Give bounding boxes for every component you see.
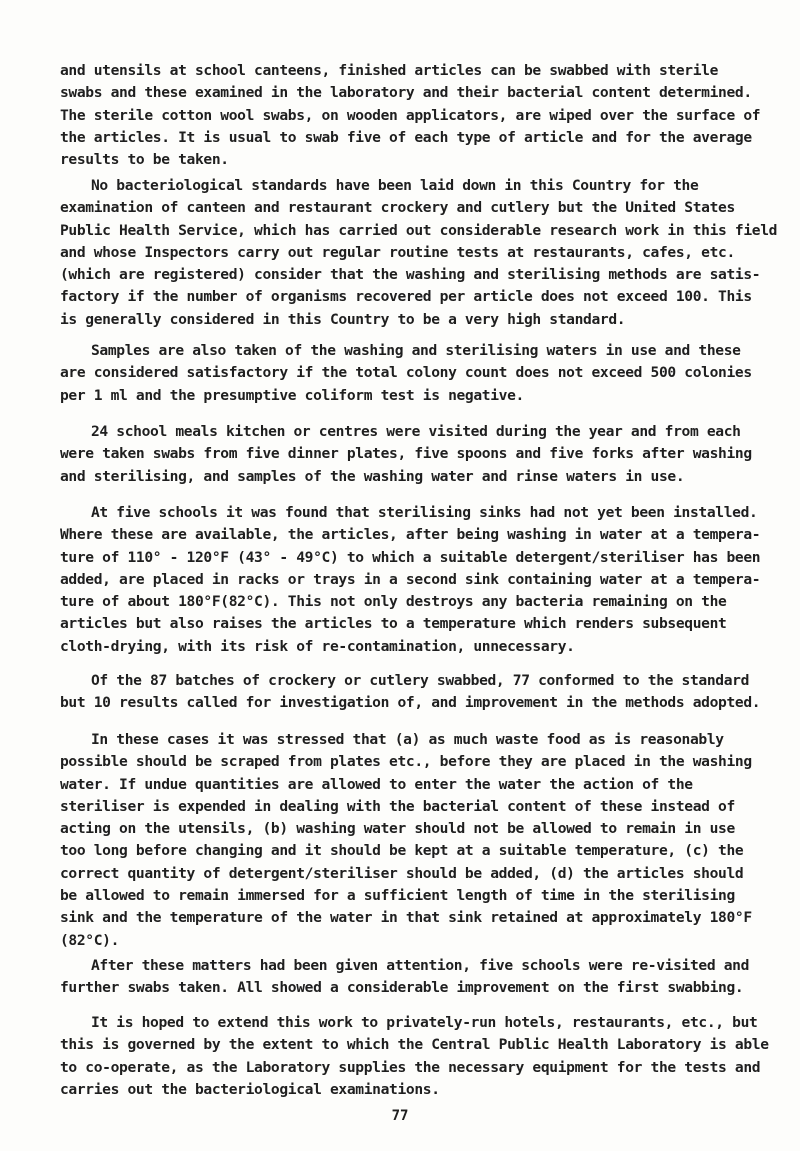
text-line: is generally considered in this Country to be a very high standard. bbox=[60, 310, 626, 328]
text-line: further swabs taken. All showed a considerable improvement on the first swabbing. bbox=[60, 979, 744, 997]
paragraph-6 bbox=[60, 670, 761, 715]
text-line: The sterile cotton wool swabs, on wooden applicators, are wiped over the surface of bbox=[60, 106, 761, 124]
text-line: possible should be scraped from plates etc., before they are placed in the washing bbox=[60, 753, 752, 771]
text-line: cloth-drying, with its risk of re-contamination, unnecessary. bbox=[60, 637, 575, 655]
text-line: ture of about 180°F(82°C). This not only destroys any bacteria remaining on the bbox=[60, 593, 727, 611]
text-line: added, are placed in racks or trays in a second sink containing water at a tempera- bbox=[60, 570, 761, 588]
text-line: but 10 results called for investigation of, and improvement in the methods adopted. bbox=[60, 694, 761, 712]
text-line: ture of 110° - 120°F (43° - 49°C) to which a suitable detergent/steriliser has been bbox=[60, 548, 761, 566]
text-line: factory if the number of organisms recovered per article does not exceed 100. This bbox=[60, 288, 752, 306]
text-line: steriliser is expended in dealing with the bacterial content of these instead of bbox=[60, 797, 735, 815]
text-line: Where these are available, the articles, after being washing in water at a tempera- bbox=[60, 526, 761, 544]
text-line: Of the 87 batches of crockery or cutlery swabbed, 77 conformed to the standard bbox=[91, 672, 750, 689]
paragraph-8 bbox=[60, 955, 750, 1000]
text-line: carries out the bacteriological examinations. bbox=[60, 1080, 440, 1098]
text-line: and whose Inspectors carry out regular routine tests at restaurants, cafes, etc. bbox=[60, 243, 735, 261]
text-line: results to be taken. bbox=[60, 151, 229, 169]
page-number: 77 bbox=[391, 1108, 409, 1124]
paragraph-1 bbox=[60, 60, 761, 171]
text-line: are considered satisfactory if the total colony count does not exceed 500 colonies bbox=[60, 364, 752, 382]
text-line: too long before changing and it should be kept at a suitable temperature, (c) the bbox=[60, 842, 744, 860]
text-line: correct quantity of detergent/steriliser should be added, (d) the articles should bbox=[60, 864, 744, 882]
text-line: swabs and these examined in the laboratory and their bacterial content determined. bbox=[60, 84, 752, 102]
paragraph-7 bbox=[60, 729, 752, 952]
text-line: the articles. It is usual to swab five of each type of article and for the average bbox=[60, 128, 752, 146]
text-line: and utensils at school canteens, finished articles can be swabbed with sterile bbox=[60, 62, 719, 79]
text-line: At five schools it was found that sterilising sinks had not yet been installed. bbox=[91, 504, 758, 521]
text-line: Public Health Service, which has carried out considerable research work in this field bbox=[60, 221, 778, 239]
paragraph-5 bbox=[60, 502, 761, 658]
text-line: It is hoped to extend this work to privately-run hotels, restaurants, etc., but bbox=[91, 1014, 758, 1031]
text-line: and sterilising, and samples of the washing water and rinse waters in use. bbox=[60, 467, 685, 485]
text-line: articles but also raises the articles to a temperature which renders subsequent bbox=[60, 615, 727, 633]
paragraph-9 bbox=[60, 1012, 769, 1101]
text-line: 24 school meals kitchen or centres were visited during the year and from each bbox=[91, 423, 741, 440]
text-line: this is governed by the extent to which the Central Public Health Laboratory is able bbox=[60, 1036, 769, 1054]
text-line: (which are registered) consider that the washing and sterilising methods are satis- bbox=[60, 266, 761, 284]
paragraph-4 bbox=[60, 421, 752, 488]
text-line: be allowed to remain immersed for a sufficient length of time in the sterilising bbox=[60, 887, 735, 905]
text-line: to co-operate, as the Laboratory supplies the necessary equipment for the tests and bbox=[60, 1058, 761, 1076]
text-line: sink and the temperature of the water in that sink retained at approximately 180°F bbox=[60, 909, 752, 927]
text-line: (82°C). bbox=[60, 931, 120, 949]
text-line: per 1 ml and the presumptive coliform test is negative. bbox=[60, 386, 524, 404]
text-line: were taken swabs from five dinner plates, five spoons and five forks after washing bbox=[60, 445, 752, 463]
text-line: No bacteriological standards have been laid down in this Country for the bbox=[91, 177, 699, 194]
paragraph-2 bbox=[60, 175, 778, 331]
text-line: Samples are also taken of the washing and sterilising waters in use and these bbox=[91, 342, 741, 359]
text-line: acting on the utensils, (b) washing water should not be allowed to remain in use bbox=[60, 820, 735, 838]
paragraph-3 bbox=[60, 340, 752, 407]
text-line: After these matters had been given attention, five schools were re-visited and bbox=[91, 957, 750, 974]
text-line: In these cases it was stressed that (a) as much waste food as is reasonably bbox=[91, 731, 724, 748]
text-line: examination of canteen and restaurant crockery and cutlery but the United States bbox=[60, 199, 735, 217]
text-line: water. If undue quantities are allowed to enter the water the action of the bbox=[60, 775, 693, 793]
